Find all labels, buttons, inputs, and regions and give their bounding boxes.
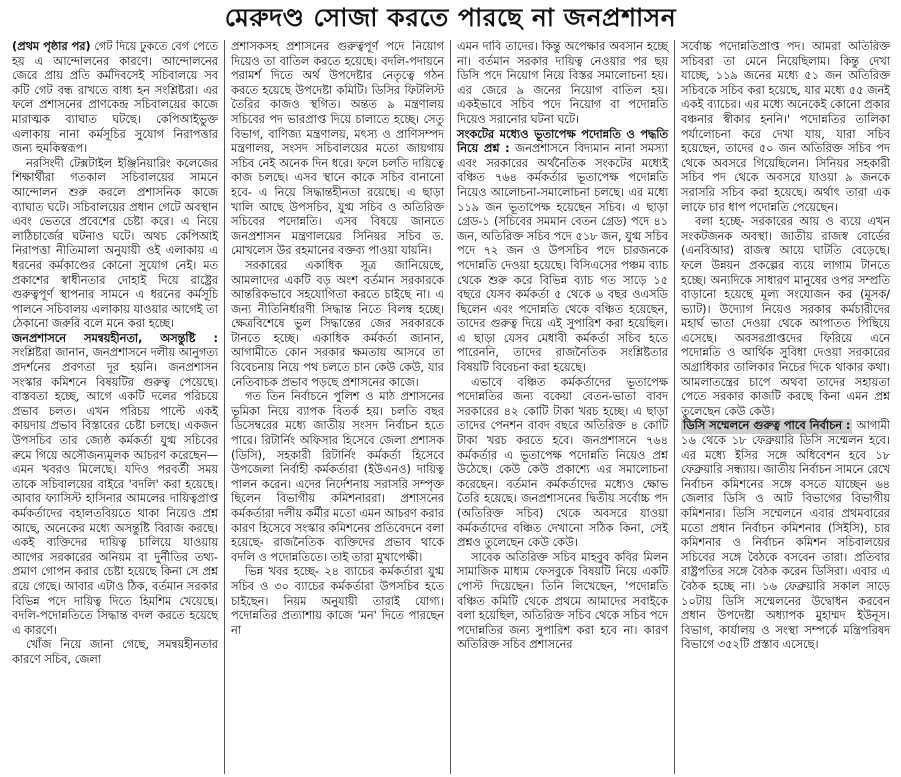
- paragraph: [12, 40, 218, 157]
- paragraph-text: গেট দিয়ে ঢুকতে বেগ পেতে হয় এ আন্দোলনের কারণে। আন্দোলনের জেরে প্রায় প্রতি কর্মদিবসেই সচিবালয়ে সব কটি গেট বন্ধ রাখতে বাধ্য হন সংশ্লিষ্টরা। এর ফলে প্রশাসনের প্রাণকেন্দ্র সচিবালয়ের কাজে মারাত্মক ব্যাঘাত ঘটছে। কেপিআইভুক্ত এলাকায় নানা কর্মসূচির সুযোগ নিরাপত্তার জন্য হুমকিস্বরূপ।: [12, 40, 218, 156]
- column-1: [6, 40, 224, 774]
- column-3: [450, 40, 674, 774]
- paragraph-text: আগামী ১৬ থেকে ১৮ ফেব্রুয়ারি ডিসি সম্মেলন হবে। এর মধ্যে ইসির সঙ্গে অধিবেশন হবে ১৮ ফেব্রুয়ারি সন্ধ্যায়। জাতীয় নির্বাচন সামনে রেখে নির্বাচন কমিশনের সঙ্গে বসতে যাচ্ছেন ৬৪ জেলার ডিসি ও আট বিভাগের বিভাগীয় কমিশনার। ডিসি সম্মেলনে এবার প্রথমবারের মতো প্রধান নির্বাচন কমিশনার (সিইসি), চার কমিশনার ও নির্বাচন কমিশন সচিবালয়ের সচিবের সঙ্গে বৈঠকে বসবেন তারা। প্রতিবার রাষ্ট্রপতির সঙ্গে বৈঠক করেন ডিসিরা। এবার এ বৈঠক হচ্ছে না। ১৬ ফেব্রুয়ারি সকাল সাড়ে ১০টায় ডিসি সম্মেলনের উদ্বোধন করবেন প্রধান উপদেষ্টা অধ্যাপক মুহাম্মদ ইউনূস। বিভাগ, কার্যালয় ও সংস্থা সম্পর্কে মন্ত্রিপরিষদ বিভাগে ৩৫২টি প্রস্তাব এসেছে।: [681, 419, 890, 652]
- article-columns: [6, 40, 896, 774]
- paragraph: সরকারের একাধিক সূত্র জানিয়েছে, আমলাদের একটি বড় অংশ বর্তমান সরকারকে আন্তরিকভাবে সহযোগিতা করতে চাইছে না। এ জন্য নীতিনির্ধারণী সিদ্ধান্ত নিতে বিলম্ব হচ্ছে। ক্ষেত্রবিশেষে ভুল সিদ্ধান্তের জের সরকারকে টানতে হচ্ছে। একাধিক কর্মকর্তা জানান, আগামীতে কোন সরকার ক্ষমতায় আসবে তা বিবেচনায় নিয়ে পথ চলতে চান কেউ কেউ, যার নেতিবাচক প্রভাব পড়ছে প্রশাসনের কাজে।: [231, 258, 444, 389]
- paragraph: [12, 332, 218, 638]
- paragraph: নরসিংদী টেক্সটাইল ইঞ্জিনিয়ারিং কলেজের শিক্ষার্থীরা গতকাল সচিবালয়ের সামনে আন্দোলন শুরু করলে প্রশাসনিক কাজে ব্যাঘাত ঘটে। সচিবালয়ের প্রধান গেটে অবস্থান এবং ভেতরে প্রবেশের চেষ্টা করে। এ নিয়ে লাঠিচার্জের ঘটনাও ঘটে। অথচ কেপিআই নিরাপত্তা নীতিমালা অনুযায়ী ওই এলাকায় এ ধরনের কর্মকাণ্ডের কোনো সুযোগ নেই। মত প্রকাশের স্বাধীনতার দোহাই দিয়ে রাষ্ট্রের গুরুত্বপূর্ণ স্থাপনার সামনে এ ধরনের কর্মসূচি পালনে সচিবালয় এলাকায় যাওয়ার আগেই তা ঠেকানো জরুরি বলে মনে করা হচ্ছে।: [12, 156, 218, 331]
- paragraph: প্রশাসকসহ প্রশাসনের গুরুত্বপূর্ণ পদে নিয়োগ দিয়েও তা বাতিল করতে হয়েছে। বদলি-পদায়নে পরামর্শ দিতে অর্থ উপদেষ্টার নেতৃত্বে গঠন করতে হয়েছে উপদেষ্টা কমিটি। ডিসির ফিটলিস্ট তৈরির কাজও স্থগিত। অন্তত ৯ মন্ত্রণালয় সচিবের পদ ভারপ্রাপ্ত দিয়ে চালাতে হচ্ছে। সেতু বিভাগ, বাণিজ্য মন্ত্রণালয়, মৎস্য ও প্রাণিসম্পদ মন্ত্রণালয়, সংসদ সচিবালয়ের মতো জায়গায় সচিব নেই অনেক দিন ধরে। ফলে চলতি দায়িত্বে কাজ চলছে। এসব স্থানে কাকে সচিব বানানো হবে- এ নিয়ে সিদ্ধান্তহীনতা রয়েছে। এ ছাড়া খালি আছে উপসচিব, যুগ্ম সচিব ও অতিরিক্ত সচিবের পদোন্নতি। এসব বিষয়ে জানতে জনপ্রশাসন মন্ত্রণালয়ের সিনিয়র সচিব ড. মোখলেস উর রহমানের বক্তব্য পাওয়া যায়নি।: [231, 40, 444, 258]
- paragraph: সাবেক অতিরিক্ত সচিব মাহবুব কবির মিলন সামাজিক মাধ্যম ফেসবুকে বিষয়টি নিয়ে একটি পোস্ট দিয়েছেন। তিনি লিখেছেন, 'পদোন্নতি বঞ্চিত কমিটি থেকে প্রথমে আমাদের সবাইকে বলা হয়েছিল, অতিরিক্ত সচিব থেকে সচিব পদে পদোন্নতির জন্য সুপারিশ করা হবে না। কারণ অতিরিক্ত সচিব প্রশাসনের: [457, 550, 668, 652]
- paragraph: ভিন্ন খবর হচ্ছে- ২৪ ব্যাচের কর্মকর্তারা যুগ্ম সচিব ও ৩০ ব্যাচের কর্মকর্তারা উপসচিব হতে চাইছেন। নিয়ম অনুযায়ী তারাই যোগ্য। পদোন্নতির প্রত্যাশায় কাজে 'মন' দিতে পারছেন না: [231, 565, 444, 637]
- paragraph: এমন দাবি তাদের। কিন্তু অপেক্ষার অবসান হচ্ছে না। বর্তমান সরকার দায়িত্ব নেওয়ার পর ছয় ডিসি পদে নিয়োগ নিয়ে বিস্তর সমালোচনা হয়। এর জেরে ৯ জনের নিয়োগ বাতিল হয়। একইভাবে সচিব পদে নিয়োগ বা পদোন্নতি দিয়েও সরানোর ঘটনা ঘটে।: [457, 40, 668, 126]
- subheading: সংকটের মধ্যেও ভূতাপেক্ষ পদোন্নতি ও পদ্ধতি নিয়ে প্রশ্ন :: [457, 127, 668, 156]
- column-4: [674, 40, 896, 774]
- paragraph-text: জনপ্রশাসনে বিদ্যমান নানা সমস্যা এবং সরকারের অর্থনৈতিক সংকটের মধ্যেই বঞ্চিত ৭৬৪ কর্মকর্তার ভূতাপেক্ষ পদোন্নতি নিয়েও আলোচনা-সমালোচনা চলছে। এর মধ্যে ১১৯ জন ভূতাপেক্ষ হয়েছেন সচিব। এ ছাড়া গ্রেড-১ (সচিবের সমমান বেতন গ্রেড) পদে ৪১ জন, অতিরিক্ত সচিব পদে ৫১৮ জন, যুগ্ম সচিব পদে ৭২ জন ও উপসচিব পদে চারজনকে পদোন্নতি দেওয়া হয়েছে। বিসিএসের পঞ্চম ব্যাচ থেকে শুরু করে বিভিন্ন ব্যাচ গত সাড়ে ১৫ বছরে যেসব কর্মকর্তা ৫ থেকে ৬ বছর ওএসডি ছিলেন এবং পদোন্নতি থেকে বঞ্চিত হয়েছেন, তাদের গুরুত্ব দিয়ে এই সুপারিশ করা হয়েছিল। এ ছাড়া যেসব মেধাবী কর্মকর্তা সচিব হতে পারেননি, তাদের রাজনৈতিক সংশ্লিষ্টতার বিষয়টি বিবেচনা করা হয়েছে।: [457, 142, 668, 375]
- subheading: জনপ্রশাসনে সমন্বয়হীনতা, অসন্তুষ্টি :: [12, 331, 218, 345]
- continued-from-label: (প্রথম পৃষ্ঠার পর): [12, 40, 91, 53]
- subheading: ডিসি সম্মেলনে গুরুত্ব পাবে নির্বাচন :: [683, 419, 851, 433]
- paragraph: সর্বোচ্চ পদোন্নতিপ্রাপ্ত পদ। আমরা অতিরিক্ত সচিবরা তা মেনে নিয়েছিলাম। কিন্তু দেখা যাচ্ছে, ১১৯ জনের মধ্যে ৫১ জন অতিরিক্ত সচিবকে সচিব করা হয়েছে, যার মধ্যে ৫৫ জনই একই ব্যাচের। এর মধ্যে অনেকেই কোনো প্রকার বঞ্চনার স্বীকার হননি।' পদোন্নতির তালিকা পর্যালোচনা করে দেখা যায়, যারা সচিব হয়েছেন, তাদের ৫০ জন অতিরিক্ত সচিব পদ থেকে অবসরে গিয়েছিলেন। সিনিয়র সহকারী সচিব পদ থেকে অবসরে যাওয়া ৯ জনকে সরাসরি সচিব করা হয়েছে। অর্থাৎ তারা এক লাফে চার ধাপ পদোন্নতি পেয়েছেন।: [681, 40, 890, 214]
- article-headline: মেরুদণ্ড সোজা করতে পারছে না জনপ্রশাসন: [224, 2, 677, 32]
- paragraph: [681, 419, 890, 653]
- paragraph-text: সংশ্লিষ্টরা জানান, জনপ্রশাসনে দলীয় আনুগত্য প্রদর্শনের প্রবণতা দূর হয়নি। জনপ্রশাসন সংস্কার কমিশনে বিষয়টির গুরুত্ব পেয়েছে। বাস্তবতা হচ্ছে, আগে একটি দলের পরিচয়ে প্রভাব চলত। এখন পরিচয় পাল্টে একই কায়দায় প্রভাব বিস্তারের চেষ্টা চলছে। একজন উপসচিব তার জ্যেষ্ঠ কর্মকর্তা যুগ্ম সচিবের রুমে গিয়ে অসৌজন্যমূলক আচরণ করেছেন—এমন খবরও মিলেছে। যদিও পরবর্তী সময় তাকে সচিবালয়ের বাইরে 'বদলি' করা হয়েছে। আবার ফ্যাসিস্ট হাসিনার আমলের দায়িত্বপ্রাপ্ত কর্মকর্তাদের বহালতবিয়তে থাকা নিয়েও প্রশ্ন আছে, অনেকের মধ্যে অসন্তুষ্টি বিরাজ করছে। একই ব্যক্তিদের দায়িত্ব চালিয়ে যাওয়ায় আগের সরকারের অনিয়ম বা দুর্নীতির তথ্য-প্রমাণ গোপন করার চেষ্টা হয়েছে কিনা সে প্রশ্ন রয়ে গেছে। আবার এটাও ঠিক, বর্তমান সরকার বিভিন্ন পদে দায়িত্ব দিতে হিমশিম খেয়েছে। বদলি-পদোন্নতিতে সিদ্ধান্ত বদল করতে হয়েছে এ কারণে।: [12, 346, 218, 637]
- paragraph: এভাবে বঞ্চিত কর্মকর্তাদের ভূতাপেক্ষ পদোন্নতির জন্য বকেয়া বেতন-ভাতা বাবদ সরকারের ৪২ কোটি টাকা খরচ হচ্ছে। এ ছাড়া তাদের পেনশন বাবদ বছরে অতিরিক্ত ৪ কোটি টাকা খরচ করতে হবে। জনপ্রশাসনে ৭৬৪ কর্মকর্তার এ ভূতাপেক্ষ পদোন্নতি নিয়েও প্রশ্ন উঠেছে। কেউ কেউ প্রকাশ্যে এর সমালোচনা করেছেন। বর্তমান কর্মকর্তাদের মধ্যেও ক্ষোভ তৈরি হয়েছে। জনপ্রশাসনের দ্বিতীয় সর্বোচ্চ পদ (অতিরিক্ত সচিব) থেকে অবসরে যাওয়া কর্মকর্তাদের বঞ্চিত দেখানো সঠিক কিনা, সেই প্রশ্নও তুলেছেন কেউ কেউ।: [457, 375, 668, 550]
- paragraph: গত তিন নির্বাচনে পুলিশ ও মাঠ প্রশাসনের ভূমিকা নিয়ে ব্যাপক বিতর্ক হয়। চলতি বছর ডিসেম্বরের মধ্যে জাতীয় সংসদ নির্বাচন হতে পারে। রিটার্নিং অফিসার হিসেবে জেলা প্রশাসক (ডিসি), সহকারী রিটার্নিং কর্মকর্তা হিসেবে উপজেলা নির্বাহী কর্মকর্তারা (ইউএনও) দায়িত্ব পালন করেন। এদের নির্দেশনায় সরাসরি সম্পৃক্ত ছিলেন বিভাগীয় কমিশনাররা। প্রশাসনের কর্মকর্তারা দলীয় কর্মীর মতো এমন আচরণ করার কারণ হিসেবে সংস্কার কমিশনের প্রতিবেদনে বলা হয়েছে- রাজনৈতিক ব্যক্তিদের প্রভাব থাকে বদলি ও পদোন্নতিতে। তাই তারা মুখাপেক্ষী।: [231, 390, 444, 564]
- paragraph: বলা হচ্ছে- সরকারের আয় ও ব্যয়ে এখন সংকটজনক অবস্থা। জাতীয় রাজস্ব বোর্ডের (এনবিআর) রাজস্ব আয়ে ঘাটতি বেড়েছে। ফলে উন্নয়ন প্রকল্পের ব্যয়ে লাগাম টানতে হচ্ছে। অন্যদিকে সাধারণ মানুষের ওপর সম্প্রতি বাড়ানো হয়েছে মূল্য সংযোজন কর (মূসক/ভ্যাট)। উদ্যোগ নিয়েও সরকার কর্মচারীদের মহার্ঘ ভাতা দেওয়া থেকে আপাতত পিছিয়ে এসেছে। অবসরপ্রাপ্তদের ফিরিয়ে এনে পদোন্নতি ও আর্থিক সুবিধা দেওয়া সরকারের অগ্রাধিকার তালিকার নিচের দিকে থাকার কথা। আমলাতন্ত্রের চাপে অথবা তাদের সহায়তা পেতে সরকার কাজটি করছে কিনা এমন প্রশ্ন তুলেছেন কেউ কেউ।: [681, 215, 890, 418]
- paragraph: [457, 128, 668, 376]
- column-2: [224, 40, 450, 774]
- paragraph: খোঁজ নিয়ে জানা গেছে, সমন্বয়হীনতার কারণে সচিব, জেলা: [12, 638, 218, 666]
